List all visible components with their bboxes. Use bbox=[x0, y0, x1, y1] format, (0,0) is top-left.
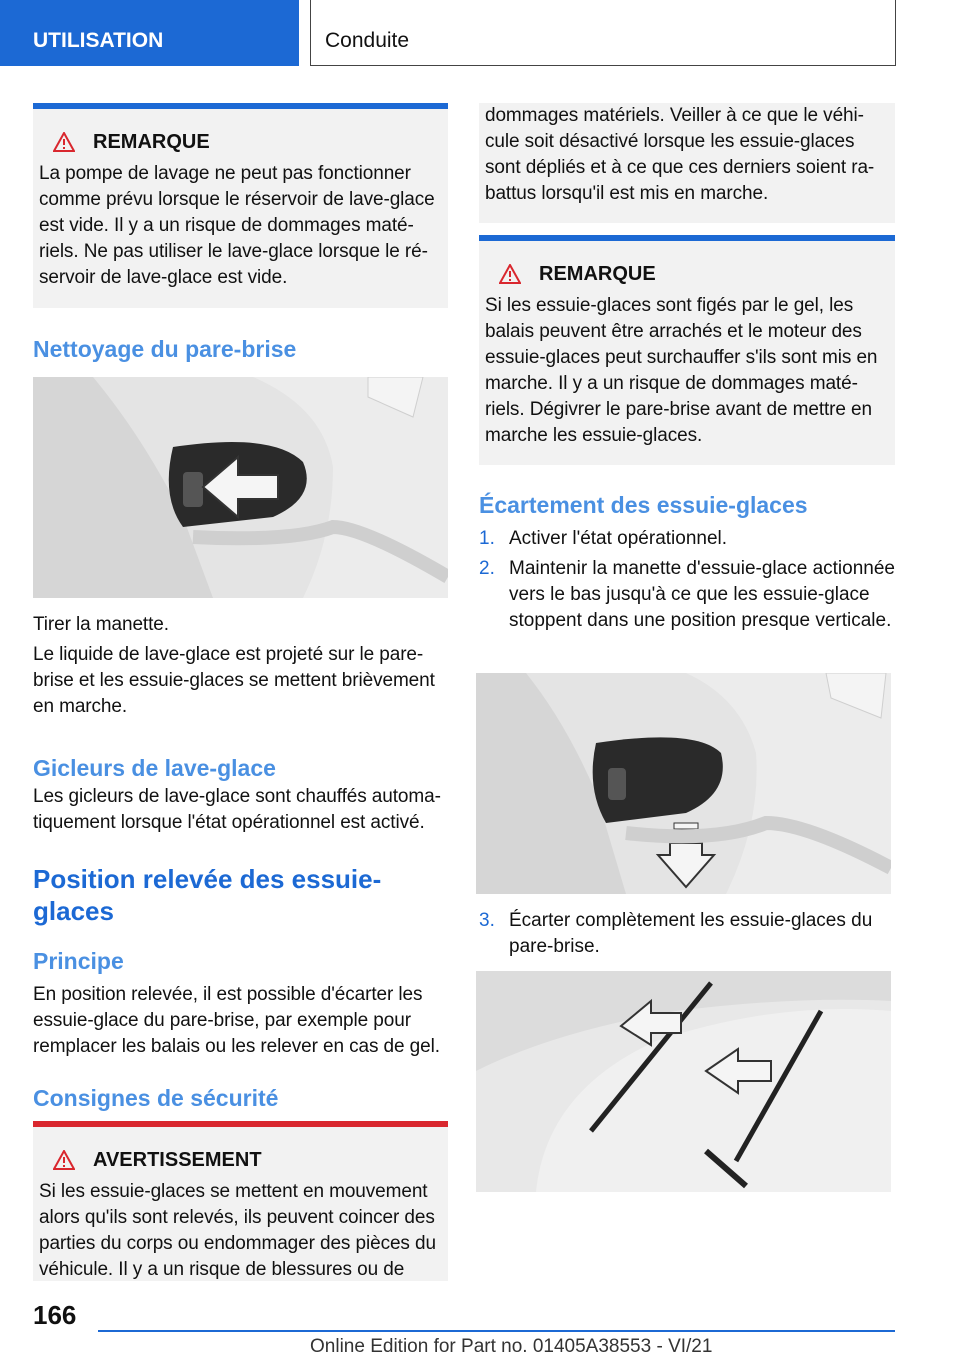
warning-triangle-icon bbox=[53, 1150, 75, 1170]
paragraph-gicleurs: Les gicleurs de lave-glace sont chauffés automatiquement lorsque l'état opérationnel est activé. bbox=[33, 786, 441, 833]
heading-ecartement: Écartement des essuie-glaces bbox=[479, 492, 808, 518]
note-box-frost bbox=[479, 235, 895, 465]
list-item bbox=[479, 526, 895, 552]
paragraph-tirer: Tirer la manette. bbox=[33, 614, 169, 635]
note-box-pump bbox=[33, 103, 448, 308]
note-title-text: REMARQUE bbox=[539, 263, 656, 285]
step-number: 2. bbox=[479, 558, 495, 579]
heading-consignes: Consignes de sécurité bbox=[33, 1085, 279, 1111]
heading-position-relevee: Position relevée des essuie-glaces bbox=[33, 864, 382, 926]
continued-warning-body: dommages matériels. Veiller à ce que le véhicule soit désactivé lorsque les essuie-glaces sont dépliés et à ce que ces derniers soient rabattus lorsqu'il est mis en marche. bbox=[485, 105, 875, 204]
chapter-label: Conduite bbox=[325, 29, 410, 52]
illustration-wipers-raised bbox=[476, 971, 891, 1192]
warning-box bbox=[33, 1121, 448, 1281]
warning-title-text: AVERTISSEMENT bbox=[93, 1149, 262, 1171]
step-number: 1. bbox=[479, 528, 495, 549]
warning-title bbox=[39, 1147, 442, 1173]
paragraph-principe: En position relevée, il est possible d'écarter les essuie-glace du pare-brise, par exemple pour remplacer les balais ou les relever en cas de gel. bbox=[33, 984, 440, 1057]
list-item bbox=[479, 556, 895, 634]
step-text: Activer l'état opérationnel. bbox=[509, 528, 728, 549]
steps-list-b bbox=[479, 908, 895, 960]
footer-divider bbox=[98, 1330, 895, 1332]
warning-triangle-icon bbox=[499, 264, 521, 284]
list-item bbox=[479, 908, 895, 960]
heading-gicleurs: Gicleurs de lave-glace bbox=[33, 755, 276, 781]
warning-triangle-icon bbox=[53, 132, 75, 152]
illustration-wash-lever bbox=[33, 377, 448, 598]
warning-body: Si les essuie-glaces se mettent en mouvement alors qu'ils sont relevés, ils peuvent coincer des parties du corps ou endommager des pièces du véhicule. Il y a un risque de blessures ou de bbox=[39, 1181, 436, 1280]
note-body: La pompe de lavage ne peut pas fonctionner comme prévu lorsque le réservoir de lave-glace est vide. Il y a un risque de dommages matériels. Ne pas utiliser le lave-glace lorsque le réservoir de lave-glace est vide. bbox=[39, 163, 435, 288]
step-text: Maintenir la manette d'essuie-glace actionnée vers le bas jusqu'à ce que les essuie-glace stoppent dans une position presque verticale. bbox=[509, 558, 895, 631]
footer-edition: Online Edition for Part no. 01405A38553 - VI/21 bbox=[310, 1336, 713, 1357]
page-number: 166 bbox=[33, 1300, 77, 1330]
steps-list-a bbox=[479, 526, 895, 634]
note-title bbox=[485, 261, 889, 287]
illustration-lever-down bbox=[476, 673, 891, 894]
note-title-text: REMARQUE bbox=[93, 131, 210, 153]
note-body: Si les essuie-glaces sont figés par le gel, les balais peuvent être arrachés et le moteur des essuie-glaces peut surchauffer s'ils sont mis en marche. Il y a un risque de dommages matériels. Dégivrer le pare-brise avant de mettre en marche les essuie-glaces. bbox=[485, 295, 878, 446]
page-header bbox=[0, 0, 960, 66]
heading-nettoyage: Nettoyage du pare-brise bbox=[33, 336, 297, 362]
note-title bbox=[39, 129, 442, 155]
step-number: 3. bbox=[479, 910, 495, 931]
continued-warning-box bbox=[479, 103, 895, 223]
step-text: Écarter complètement les essuie-glaces du pare-brise. bbox=[509, 910, 873, 957]
section-label: UTILISATION bbox=[0, 0, 299, 66]
heading-principe: Principe bbox=[33, 948, 124, 974]
paragraph-liquide: Le liquide de lave-glace est projeté sur le pare-brise et les essuie-glaces se mettent brièvement en marche. bbox=[33, 644, 435, 717]
